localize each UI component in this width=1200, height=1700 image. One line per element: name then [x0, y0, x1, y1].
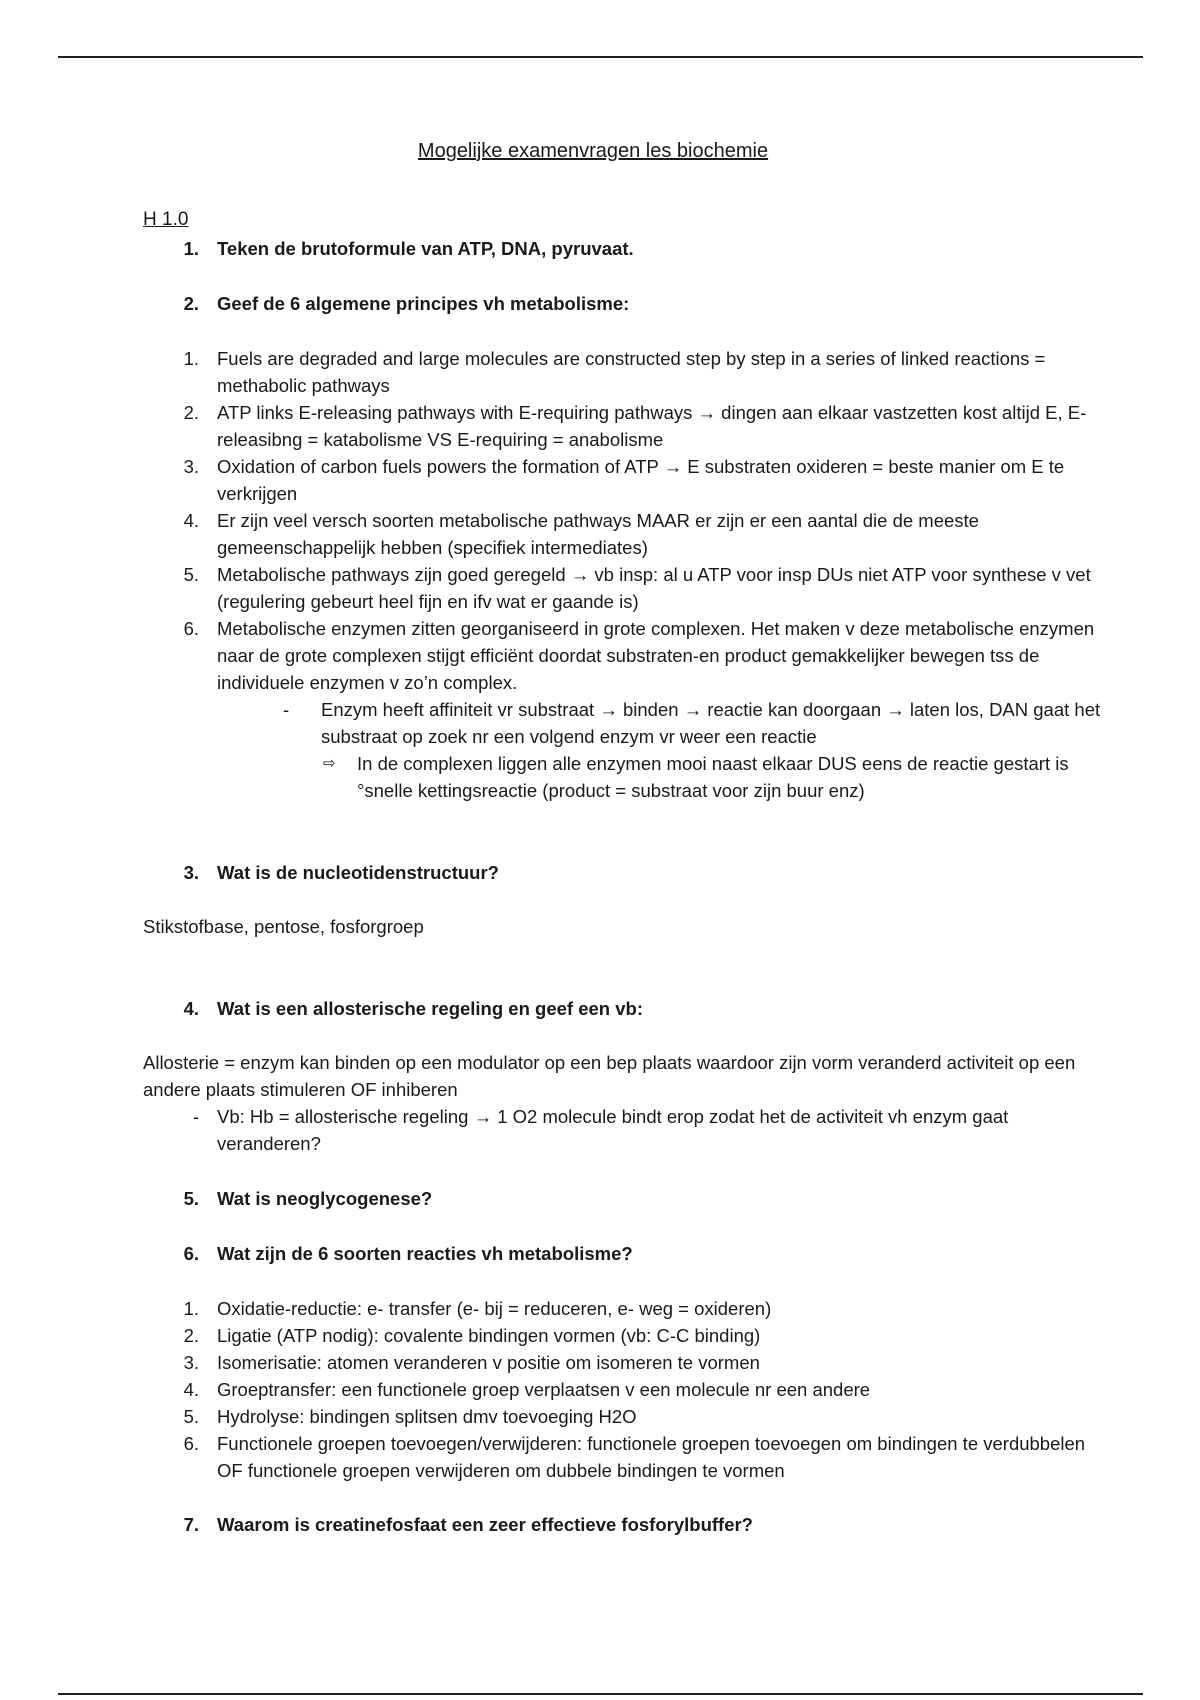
list-number: 3. [183, 1352, 199, 1373]
answer-4-bullet [143, 1103, 1103, 1157]
list-text: Fuels are degraded and large molecules are constructed step by step in a series of linked reactions = methabolic pathways [217, 348, 1046, 396]
list-text: Metabolische pathways zijn goed geregeld → vb insp: al u ATP voor insp DUs niet ATP voor synthese v vet (regulering gebeurt heel fijn en ifv wat er gaande is) [217, 564, 1091, 612]
question-number: 7. [183, 1514, 199, 1535]
document-title: Mogelijke examenvragen les biochemie [417, 140, 769, 162]
list-item [143, 507, 1103, 561]
list-item [143, 453, 1103, 507]
answer-4: Allosterie = enzym kan binden op een modulator op een bep plaats waardoor zijn vorm veranderd activiteit op een andere plaats stimuleren OF inhiberen [143, 1052, 1076, 1100]
list-text: ATP links E-releasing pathways with E-requiring pathways → dingen aan elkaar vastzetten kost altijd E, E-releasibng = katabolisme VS E-requiring = anabolisme [217, 402, 1087, 450]
principles-list [143, 345, 1103, 696]
list-number: 1. [183, 348, 199, 369]
list-item [143, 399, 1103, 453]
answer-3: Stikstofbase, pentose, fosforgroep [143, 916, 424, 937]
sub-arrow-item [323, 750, 1103, 804]
list-item [143, 345, 1103, 399]
document-page [143, 140, 1103, 1539]
list-text: Groeptransfer: een functionele groep verplaatsen v een molecule nr een andere [217, 1379, 871, 1400]
question-4 [143, 995, 1103, 1023]
question-text: Wat is een allosterische regeling en geef een vb: [217, 998, 643, 1019]
list-item [143, 1322, 1103, 1349]
dash-marker: - [192, 1106, 199, 1127]
question-text: Waarom is creatinefosfaat een zeer effectieve fosforylbuffer? [217, 1514, 753, 1535]
question-2 [143, 290, 1103, 318]
sub-bullet [283, 696, 1103, 750]
sub-arrow-text: In de complexen liggen alle enzymen mooi naast elkaar DUS eens de reactie gestart is °snelle kettingsreactie (product = substraat voor zijn buur enz) [357, 753, 1069, 801]
question-1 [143, 235, 1103, 263]
question-text: Wat zijn de 6 soorten reacties vh metabolisme? [217, 1243, 633, 1264]
bullet-text: Vb: Hb = allosterische regeling → 1 O2 molecule bindt erop zodat het de activiteit vh enzym gaat veranderen? [217, 1106, 1009, 1154]
list-number: 2. [183, 1325, 199, 1346]
header-rule [58, 56, 1143, 58]
question-number: 6. [183, 1243, 199, 1264]
list-item [143, 561, 1103, 615]
list-item [143, 1430, 1103, 1484]
list-item [143, 1376, 1103, 1403]
list-text: Er zijn veel versch soorten metabolische pathways MAAR er zijn er een aantal die de meeste gemeenschappelijk hebben (specifiek intermediates) [217, 510, 979, 558]
list-text: Isomerisatie: atomen veranderen v positie om isomeren te vormen [217, 1352, 760, 1373]
question-text: Teken de brutoformule van ATP, DNA, pyruvaat. [217, 238, 634, 259]
reactions-list [143, 1295, 1103, 1484]
list-number: 3. [183, 456, 199, 477]
list-number: 5. [183, 1406, 199, 1427]
arrow-icon: ⇨ [323, 755, 336, 772]
question-5 [143, 1185, 1103, 1213]
list-item [143, 615, 1103, 696]
list-number: 6. [183, 1433, 199, 1454]
list-number: 6. [183, 618, 199, 639]
list-number: 4. [183, 1379, 199, 1400]
list-item [143, 1295, 1103, 1322]
sub-bullet-text: Enzym heeft affiniteit vr substraat → binden → reactie kan doorgaan → laten los, DAN gaat het substraat op zoek nr een volgend enzym vr weer een reactie [321, 699, 1101, 747]
section-heading: H 1.0 [143, 209, 189, 230]
list-text: Oxidatie-reductie: e- transfer (e- bij = reduceren, e- weg = oxideren) [217, 1298, 772, 1319]
question-number: 4. [183, 998, 199, 1019]
question-text: Geef de 6 algemene principes vh metabolisme: [217, 293, 630, 314]
list-item [143, 1403, 1103, 1430]
question-6 [143, 1240, 1103, 1268]
question-number: 2. [183, 293, 199, 314]
question-3 [143, 859, 1103, 887]
list-text: Metabolische enzymen zitten georganiseerd in grote complexen. Het maken v deze metabolische enzymen naar de grote complexen stijgt efficiënt doordat substraten-en product gemakkelijker bewegen tss de individuele enzymen v zo’n complex. [217, 618, 1095, 693]
list-text: Oxidation of carbon fuels powers the formation of ATP → E substraten oxideren = beste manier om E te verkrijgen [217, 456, 1065, 504]
question-7 [143, 1511, 1103, 1539]
question-number: 3. [183, 862, 199, 883]
list-number: 2. [183, 402, 199, 423]
question-text: Wat is de nucleotidenstructuur? [217, 862, 499, 883]
dash-marker: - [283, 699, 290, 720]
question-text: Wat is neoglycogenese? [217, 1188, 433, 1209]
list-text: Functionele groepen toevoegen/verwijderen: functionele groepen toevoegen om bindingen te verdubbelen OF functionele groepen verwijderen om dubbele bindingen te vormen [217, 1433, 1086, 1481]
question-number: 1. [183, 238, 199, 259]
footer-rule [58, 1693, 1143, 1695]
list-number: 5. [183, 564, 199, 585]
list-number: 1. [183, 1298, 199, 1319]
list-item [143, 1349, 1103, 1376]
list-number: 4. [183, 510, 199, 531]
list-text: Hydrolyse: bindingen splitsen dmv toevoeging H2O [217, 1406, 637, 1427]
question-number: 5. [183, 1188, 199, 1209]
list-text: Ligatie (ATP nodig): covalente bindingen vormen (vb: C-C binding) [217, 1325, 761, 1346]
